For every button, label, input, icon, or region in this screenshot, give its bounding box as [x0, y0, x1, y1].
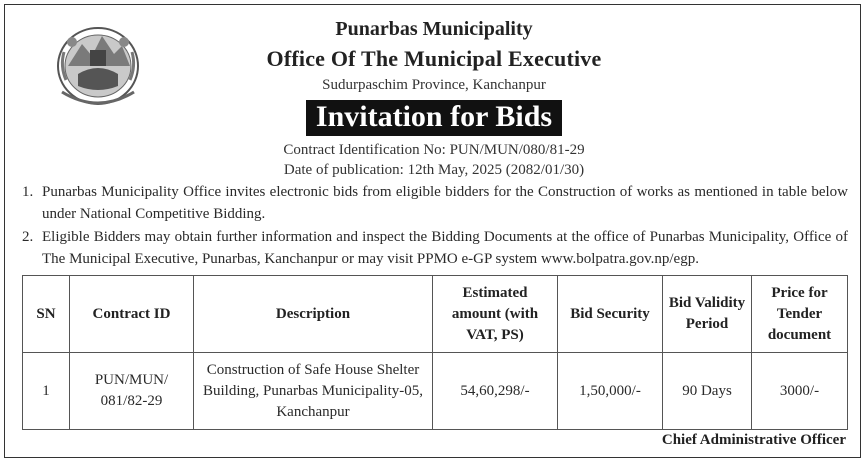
- cell-bid-validity: 90 Days: [663, 353, 752, 430]
- header-bid-validity: Bid Validity Period: [663, 276, 752, 353]
- publication-date: Date of publication: 12th May, 2025 (2082/01/30): [283, 162, 585, 178]
- cell-estimated-amount: 54,60,298/-: [433, 353, 558, 430]
- table-header-row: [23, 276, 848, 353]
- cell-contract-id: PUN/MUN/ 081/82-29: [70, 353, 194, 430]
- paragraph-number: 1.: [22, 184, 34, 200]
- cell-sn: 1: [23, 353, 70, 430]
- signature-title: Chief Administrative Officer: [661, 432, 846, 448]
- contract-identification: Contract Identification No: PUN/MUN/080/81-29: [283, 142, 585, 158]
- banner-container: [0, 100, 868, 136]
- invitation-banner: Invitation for Bids: [306, 100, 562, 136]
- header-description: Description: [194, 276, 433, 353]
- paragraph-text: Eligible Bidders may obtain further information and inspect the Bidding Documents at the office of Punarbas Municipality, Office of The Municipal Executive, Punarbas, Kanchanpur or may visit PPMO e-GP system www.bolpatra.gov.np/egp.: [42, 229, 848, 267]
- paragraph-number: 2.: [22, 229, 34, 245]
- cell-description: Construction of Safe House Shelter Building, Punarbas Municipality-05, Kanchanpur: [194, 353, 433, 430]
- cell-bid-security: 1,50,000/-: [558, 353, 663, 430]
- header-sn: SN: [23, 276, 70, 353]
- table-row: [23, 353, 848, 430]
- header-contract-id: Contract ID: [70, 276, 194, 353]
- organization-name: Punarbas Municipality: [335, 18, 533, 40]
- paragraph-text: Punarbas Municipality Office invites electronic bids from eligible bidders for the Construction of works as mentioned in table below under National Competitive Bidding.: [42, 184, 848, 222]
- header-tender-price: Price for Tender document: [752, 276, 848, 353]
- location-text: Sudurpaschim Province, Kanchanpur: [322, 77, 546, 93]
- header-bid-security: Bid Security: [558, 276, 663, 353]
- cell-tender-price: 3000/-: [752, 353, 848, 430]
- paragraph-2: [22, 226, 848, 270]
- office-name: Office Of The Municipal Executive: [266, 46, 602, 71]
- header-estimated-amount: Estimated amount (with VAT, PS): [433, 276, 558, 353]
- bids-table: [22, 275, 848, 430]
- paragraph-1: [22, 181, 848, 225]
